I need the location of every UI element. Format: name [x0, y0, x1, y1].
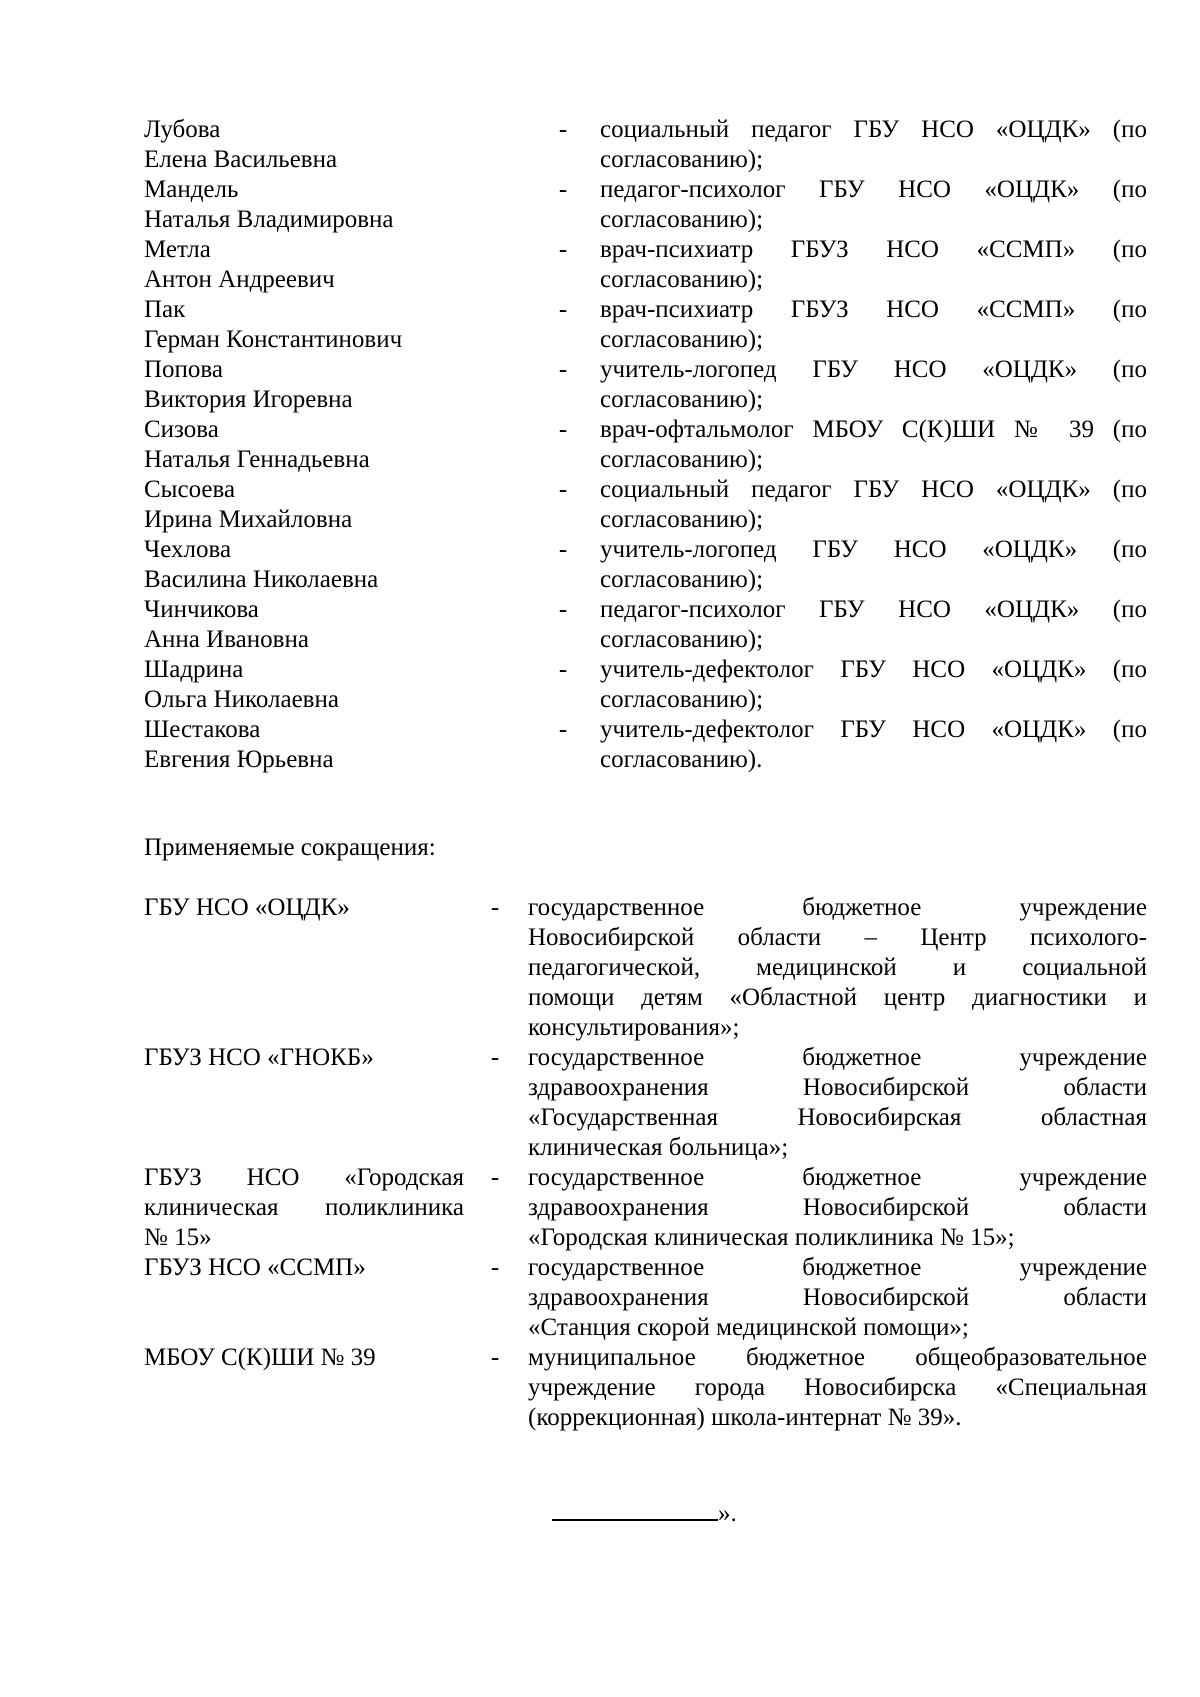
- member-given-names: Ирина Михайловна: [144, 506, 353, 533]
- member-name: [144, 295, 544, 355]
- member-surname: Попова: [144, 356, 224, 383]
- member-surname: Шадрина: [144, 656, 244, 683]
- member-name: [144, 535, 544, 595]
- member-given-names: Наталья Владимировна: [144, 206, 394, 233]
- member-given-names: Анна Ивановна: [144, 626, 309, 653]
- member-given-names: Василина Николаевна: [144, 566, 379, 593]
- member-role-line: врач-психиатр ГБУЗ НСО «ССМП» (по: [600, 236, 1147, 263]
- member-surname: Пак: [144, 296, 186, 323]
- abbreviation-definition-line: государственное бюджетное учреждение: [528, 1044, 1147, 1071]
- abbreviation-dash: -: [490, 1164, 500, 1191]
- member-given-names: Виктория Игоревна: [144, 386, 353, 413]
- member-role-line: учитель-дефектолог ГБУ НСО «ОЦДК» (по: [600, 716, 1147, 743]
- member-surname: Метла: [144, 236, 211, 263]
- member-name: [144, 655, 544, 715]
- member-role-line: педагог-психолог ГБУ НСО «ОЦДК» (по: [600, 176, 1147, 203]
- member-dash: -: [558, 596, 568, 623]
- member-role-line: согласованию);: [600, 146, 764, 173]
- closing-line: [552, 1495, 772, 1529]
- member-role-line: согласованию);: [600, 686, 764, 713]
- member-given-names: Елена Васильевна: [144, 146, 338, 173]
- abbreviation-definition-line: здравоохранения Новосибирской области: [528, 1074, 1147, 1101]
- member-row: [144, 715, 1147, 775]
- member-role-line: социальный педагог ГБУ НСО «ОЦДК» (по: [600, 476, 1147, 503]
- abbreviation-definition-line: клиническая больница»;: [528, 1134, 789, 1161]
- member-row: [144, 655, 1147, 715]
- member-name: [144, 475, 544, 535]
- abbreviation-row: [144, 1163, 1147, 1253]
- member-role-line: согласованию);: [600, 446, 764, 473]
- abbreviation-definition: [528, 1043, 1147, 1163]
- member-row: [144, 295, 1147, 355]
- member-role: [600, 595, 1147, 655]
- abbreviation-dash: -: [490, 1344, 500, 1371]
- abbreviation-definition-line: Новосибирской области – Центр психолого-: [528, 924, 1147, 951]
- member-role-line: педагог-психолог ГБУ НСО «ОЦДК» (по: [600, 596, 1147, 623]
- member-surname: Лубова: [144, 116, 221, 143]
- member-name: [144, 415, 544, 475]
- member-role: [600, 235, 1147, 295]
- abbreviation-term-line: ГБУЗ НСО «ГНОКБ»: [144, 1044, 374, 1071]
- signature-blank-line: [552, 1495, 718, 1521]
- member-role-line: согласованию).: [600, 746, 763, 773]
- member-dash: -: [558, 416, 568, 443]
- member-role-line: согласованию);: [600, 506, 764, 533]
- member-given-names: Евгения Юрьевна: [144, 746, 334, 773]
- abbreviation-row: [144, 1253, 1147, 1343]
- member-role-line: учитель-логопед ГБУ НСО «ОЦДК» (по: [600, 356, 1147, 383]
- abbreviation-definition-line: педагогической, медицинской и социальной: [528, 954, 1147, 981]
- abbreviation-definition-line: здравоохранения Новосибирской области: [528, 1284, 1147, 1311]
- member-role-line: социальный педагог ГБУ НСО «ОЦДК» (по: [600, 116, 1147, 143]
- member-row: [144, 595, 1147, 655]
- member-role-line: согласованию);: [600, 206, 764, 233]
- member-role: [600, 295, 1147, 355]
- abbreviation-term-line: № 15»: [144, 1224, 212, 1251]
- abbreviation-definition-line: «Городская клиническая поликлиника № 15»;: [528, 1224, 1015, 1251]
- abbreviation-term: [144, 1253, 464, 1283]
- member-role-line: согласованию);: [600, 566, 764, 593]
- abbreviation-definition: [528, 1343, 1147, 1433]
- member-role: [600, 415, 1147, 475]
- member-role: [600, 475, 1147, 535]
- member-role: [600, 655, 1147, 715]
- member-name: [144, 595, 544, 655]
- abbreviation-row: [144, 893, 1147, 1043]
- abbreviation-definition-line: учреждение города Новосибирска «Специальная: [528, 1374, 1147, 1401]
- member-role-line: учитель-дефектолог ГБУ НСО «ОЦДК» (по: [600, 656, 1147, 683]
- abbreviation-dash: -: [490, 1044, 500, 1071]
- abbreviation-term-line: ГБУЗ НСО «ССМП»: [144, 1254, 366, 1281]
- member-row: [144, 235, 1147, 295]
- member-row: [144, 115, 1147, 175]
- member-surname: Мандель: [144, 176, 239, 203]
- abbreviation-definition: [528, 1253, 1147, 1343]
- abbreviation-definition-line: муниципальное бюджетное общеобразовательное: [528, 1344, 1147, 1371]
- abbreviation-row: [144, 1043, 1147, 1163]
- abbreviation-term-line: клиническая поликлиника: [144, 1194, 464, 1221]
- member-row: [144, 175, 1147, 235]
- abbreviation-term: [144, 893, 464, 923]
- member-row: [144, 535, 1147, 595]
- member-dash: -: [558, 296, 568, 323]
- member-role-line: согласованию);: [600, 386, 764, 413]
- member-dash: -: [558, 116, 568, 143]
- member-name: [144, 355, 544, 415]
- member-dash: -: [558, 176, 568, 203]
- member-dash: -: [558, 476, 568, 503]
- member-given-names: Наталья Геннадьевна: [144, 446, 370, 473]
- member-role: [600, 355, 1147, 415]
- abbreviations-list: [144, 893, 1147, 1433]
- abbreviation-definition-line: государственное бюджетное учреждение: [528, 894, 1147, 921]
- abbreviation-term-line: ГБУ НСО «ОЦДК»: [144, 894, 350, 921]
- closing-quote: ».: [718, 1500, 737, 1527]
- abbreviation-row: [144, 1343, 1147, 1433]
- member-role-line: согласованию);: [600, 326, 764, 353]
- member-name: [144, 235, 544, 295]
- member-role-line: согласованию);: [600, 266, 764, 293]
- member-dash: -: [558, 236, 568, 263]
- member-role: [600, 175, 1147, 235]
- member-row: [144, 475, 1147, 535]
- abbreviations-heading: Применяемые сокращения:: [144, 834, 436, 861]
- member-row: [144, 415, 1147, 475]
- member-role-line: согласованию);: [600, 626, 764, 653]
- abbreviation-definition-line: (коррекционная) школа-интернат № 39».: [528, 1404, 962, 1431]
- member-name: [144, 115, 544, 175]
- abbreviation-term: [144, 1163, 464, 1253]
- abbreviation-definition-line: государственное бюджетное учреждение: [528, 1254, 1147, 1281]
- member-role: [600, 535, 1147, 595]
- member-given-names: Антон Андреевич: [144, 266, 335, 293]
- abbreviation-term-line: ГБУЗ НСО «Городская: [144, 1164, 464, 1191]
- member-given-names: Ольга Николаевна: [144, 686, 339, 713]
- abbreviation-term-line: МБОУ С(К)ШИ № 39: [144, 1344, 376, 1371]
- member-role: [600, 715, 1147, 775]
- abbreviation-term: [144, 1343, 464, 1373]
- members-list: [144, 115, 1147, 775]
- member-role-line: учитель-логопед ГБУ НСО «ОЦДК» (по: [600, 536, 1147, 563]
- member-name: [144, 715, 544, 775]
- member-dash: -: [558, 356, 568, 383]
- abbreviation-definition-line: помощи детям «Областной центр диагностики и: [528, 984, 1147, 1011]
- member-dash: -: [558, 656, 568, 683]
- member-dash: -: [558, 536, 568, 563]
- abbreviation-definition-line: государственное бюджетное учреждение: [528, 1164, 1147, 1191]
- abbreviation-definition-line: здравоохранения Новосибирской области: [528, 1194, 1147, 1221]
- abbreviation-definition: [528, 893, 1147, 1043]
- member-surname: Сизова: [144, 416, 219, 443]
- member-surname: Чинчикова: [144, 596, 259, 623]
- member-surname: Сысоева: [144, 476, 236, 503]
- abbreviation-dash: -: [490, 1254, 500, 1281]
- member-role-line: врач-офтальмолог МБОУ С(К)ШИ № 39 (по: [600, 416, 1147, 443]
- member-surname: Чехлова: [144, 536, 232, 563]
- member-dash: -: [558, 716, 568, 743]
- member-given-names: Герман Константинович: [144, 326, 403, 353]
- abbreviation-definition-line: консультирования»;: [528, 1014, 740, 1041]
- abbreviation-term: [144, 1043, 464, 1073]
- abbreviation-definition-line: «Государственная Новосибирская областная: [528, 1104, 1147, 1131]
- member-name: [144, 175, 544, 235]
- member-surname: Шестакова: [144, 716, 261, 743]
- abbreviation-dash: -: [490, 894, 500, 921]
- member-role-line: врач-психиатр ГБУЗ НСО «ССМП» (по: [600, 296, 1147, 323]
- abbreviation-definition: [528, 1163, 1147, 1253]
- member-row: [144, 355, 1147, 415]
- member-role: [600, 115, 1147, 175]
- abbreviation-definition-line: «Станция скорой медицинской помощи»;: [528, 1314, 969, 1341]
